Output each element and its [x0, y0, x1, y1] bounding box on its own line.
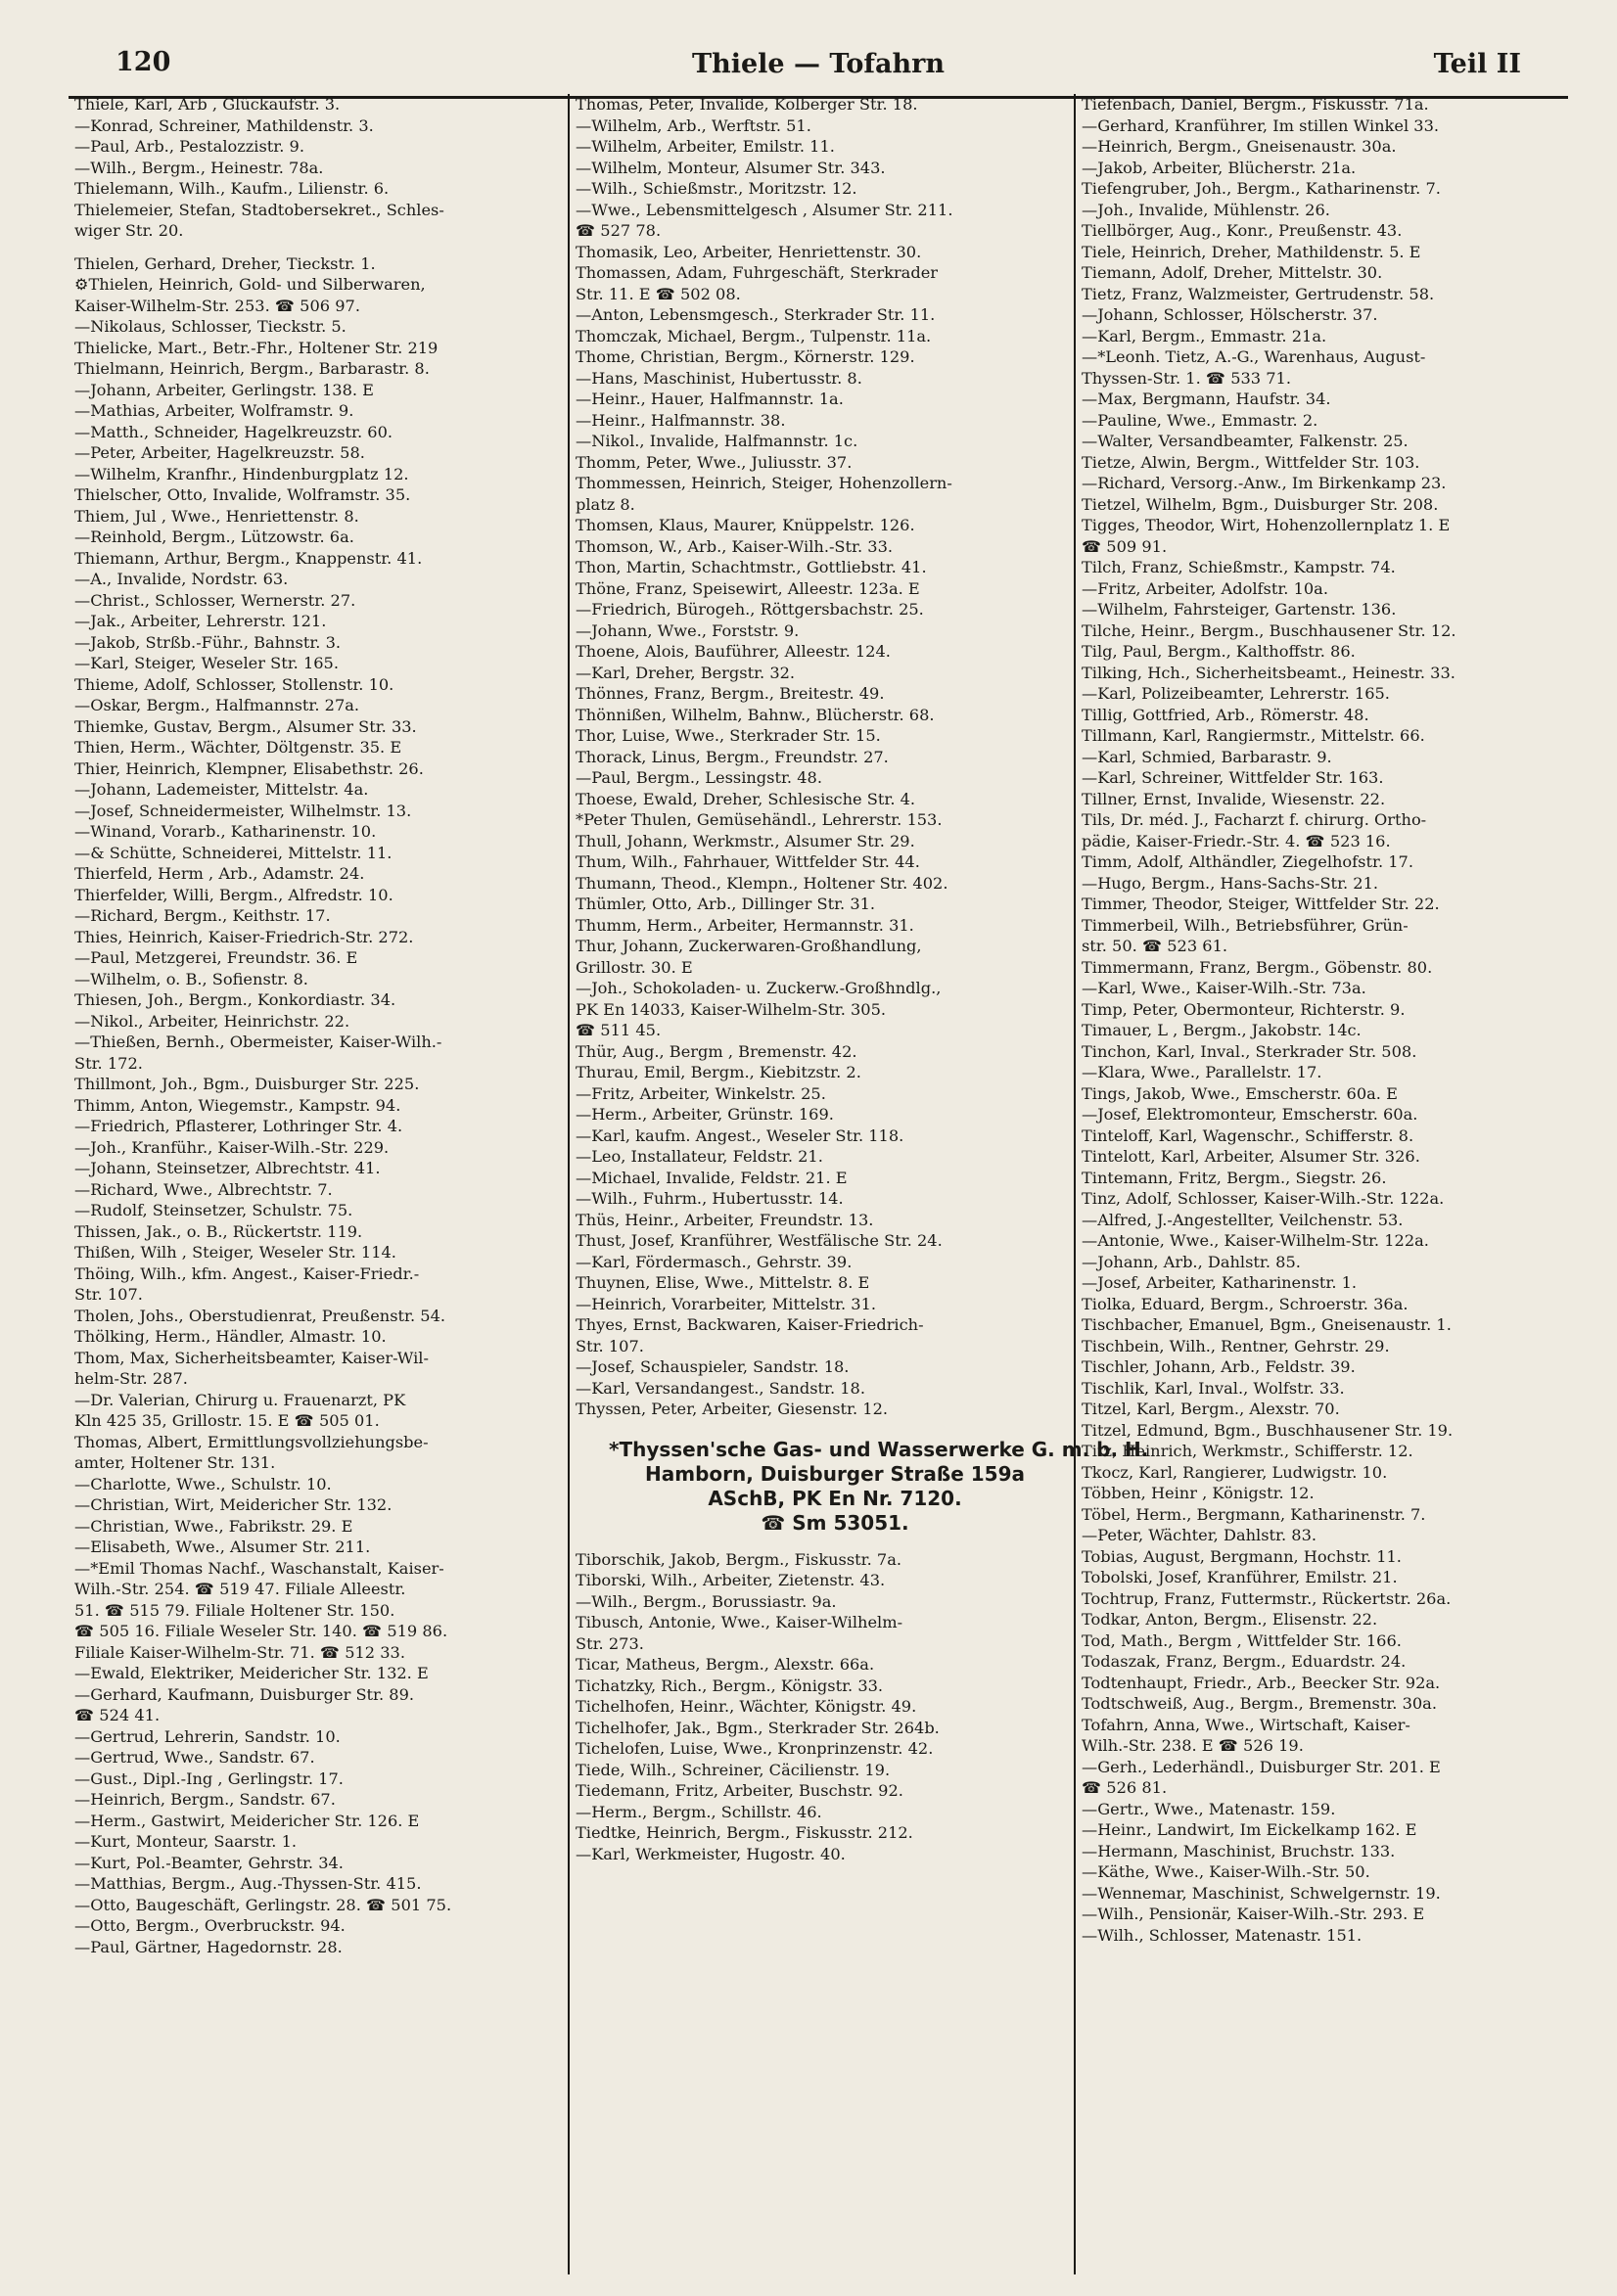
directory-entry: Tintelott, Karl, Arbeiter, Alsumer Str. 326. [1082, 1147, 1420, 1166]
directory-entry: —Heinr., Hauer, Halfmannstr. 1a. [576, 390, 844, 408]
directory-entry: Thissen, Jak., o. B., Rückertstr. 119. [74, 1221, 363, 1241]
directory-entry: Tischbein, Wilh., Rentner, Gehrstr. 29. [1082, 1336, 1390, 1355]
directory-entry: Thiem, Jul , Wwe., Henriettenstr. 8. [74, 506, 359, 526]
running-title: Thiele — Tofahrn [692, 49, 945, 79]
directory-entry: Thielmann, Heinrich, Bergm., Barbarastr. 8. [74, 359, 430, 378]
directory-entry: Titzel, Edmund, Bgm., Buschhausener Str. 19. [1082, 1420, 1454, 1440]
directory-entry: Thumann, Theod., Klempn., Holtener Str. 402. [576, 873, 948, 893]
directory-entry: —Gerhard, Kranführer, Im stillen Winkel 33. [1082, 115, 1440, 135]
column-1 [69, 94, 563, 2274]
directory-entry: Thielen, Gerhard, Dreher, Tieckstr. 1. [74, 253, 376, 273]
directory-entry: —Paul, Gärtner, Hagedornstr. 28. [74, 1937, 343, 1956]
directory-entry: Thiemke, Gustav, Bergm., Alsumer Str. 33. [74, 716, 417, 736]
entry-gap [69, 242, 563, 253]
directory-entry: —Wilh., Bergm., Borussiastr. 9a. [576, 1591, 837, 1611]
directory-entry: Thierfelder, Willi, Bergm., Alfredstr. 10. [74, 885, 393, 904]
directory-entry: Tings, Jakob, Wwe., Emscherstr. 60a. E [1082, 1083, 1398, 1103]
directory-entry: Tiborschik, Jakob, Bergm., Fiskusstr. 7a. [576, 1549, 902, 1569]
directory-entry: ☎ 511 45. [576, 1021, 662, 1039]
directory-entry: Thur, Johann, Zuckerwaren-Großhandlung, [576, 937, 922, 955]
directory-entry: Thöne, Franz, Speisewirt, Alleestr. 123a. E [576, 578, 920, 598]
directory-entry: —Josef, Arbeiter, Katharinenstr. 1. [1082, 1273, 1358, 1292]
directory-entry: Tochtrup, Franz, Futtermstr., Rückertstr. 26a. [1082, 1588, 1452, 1608]
directory-entry: —Hermann, Maschinist, Bruchstr. 133. [1082, 1841, 1396, 1860]
directory-entry: Kaiser-Wilhelm-Str. 253. ☎ 506 97. [74, 296, 360, 315]
directory-entry: Thies, Heinrich, Kaiser-Friedrich-Str. 272. [74, 927, 414, 946]
directory-entry: Thorack, Linus, Bergm., Freundstr. 27. [576, 747, 889, 766]
directory-entry: —Heinrich, Vorarbeiter, Mittelstr. 31. [576, 1294, 877, 1313]
directory-entry: —Josef, Elektromonteur, Emscherstr. 60a. [1082, 1105, 1418, 1124]
directory-entry: Thom, Max, Sicherheitsbeamter, Kaiser-Wil- [74, 1348, 429, 1367]
directory-entry: —Karl, Werkmeister, Hugostr. 40. [576, 1844, 846, 1863]
directory-entry: Str. 273. [576, 1633, 644, 1653]
directory-entry: —Gust., Dipl.-Ing , Gerlingstr. 17. [74, 1768, 344, 1788]
directory-entry: —Richard, Wwe., Albrechtstr. 7. [74, 1179, 333, 1199]
directory-entry: Tillmann, Karl, Rangiermstr., Mittelstr. 66. [1082, 726, 1425, 745]
directory-entry: —Reinhold, Bergm., Lützowstr. 6a. [74, 528, 354, 546]
directory-entry: —Antonie, Wwe., Kaiser-Wilhelm-Str. 122a. [1082, 1231, 1429, 1250]
directory-entry: Thiele, Karl, Arb , Glückaufstr. 3. [74, 95, 341, 114]
directory-entry: —Karl, Bergm., Emmastr. 21a. [1082, 326, 1327, 345]
directory-entry: Thomassen, Adam, Fuhrgeschäft, Sterkrader [576, 263, 939, 282]
directory-entry: Thier, Heinrich, Klempner, Elisabethstr. 26. [74, 758, 424, 778]
directory-entry: —Oskar, Bergm., Halfmannstr. 27a. [74, 696, 360, 714]
directory-entry: —Wilh., Schlosser, Matenastr. 151. [1082, 1925, 1363, 1945]
directory-entry: Tilch, Franz, Schießmstr., Kampstr. 74. [1082, 558, 1396, 576]
directory-entry: Tilking, Hch., Sicherheitsbeamt., Heinestr. 33. [1082, 663, 1455, 682]
directory-entry: Tobias, August, Bergmann, Hochstr. 11. [1082, 1546, 1402, 1566]
directory-entry: —Wilhelm, Fahrsteiger, Gartenstr. 136. [1082, 600, 1397, 619]
directory-entry: Thomas, Peter, Invalide, Kolberger Str. 18. [576, 95, 918, 114]
directory-entry: —Rudolf, Steinsetzer, Schulstr. 75. [74, 1201, 353, 1219]
directory-entry: —& Schütte, Schneiderei, Mittelstr. 11. [74, 843, 393, 862]
directory-entry: Thölking, Herm., Händler, Almastr. 10. [74, 1327, 387, 1346]
directory-entry: Tillig, Gottfried, Arb., Römerstr. 48. [1082, 705, 1369, 724]
directory-entry: Wilh.-Str. 254. ☎ 519 47. Filiale Alleestr. [74, 1580, 406, 1598]
directory-entry: Thumm, Herm., Arbeiter, Hermannstr. 31. [576, 915, 914, 935]
directory-entry: —Gerh., Lederhändl., Duisburger Str. 201. E [1082, 1757, 1441, 1776]
directory-entry: Tillner, Ernst, Invalide, Wiesenstr. 22. [1082, 789, 1386, 808]
directory-entry: —Friedrich, Bürogeh., Röttgersbachstr. 25. [576, 600, 924, 619]
directory-entry: —Joh., Kranführ., Kaiser-Wilh.-Str. 229. [74, 1137, 390, 1157]
directory-entry: Többen, Heinr , Königstr. 12. [1082, 1484, 1315, 1502]
directory-entry: —Konrad, Schreiner, Mathildenstr. 3. [74, 115, 374, 135]
directory-entry: Thull, Johann, Werkmstr., Alsumer Str. 29. [576, 831, 915, 850]
directory-entry: —Charlotte, Wwe., Schulstr. 10. [74, 1474, 332, 1493]
directory-entry: —Johann, Wwe., Forststr. 9. [576, 620, 800, 640]
directory-entry: amter, Holtener Str. 131. [74, 1453, 276, 1472]
directory-entry: str. 50. ☎ 523 61. [1082, 937, 1228, 955]
directory-entry: Thomm, Peter, Wwe., Juliusstr. 37. [576, 452, 853, 472]
directory-entry: —Nikol., Arbeiter, Heinrichstr. 22. [74, 1011, 350, 1031]
directory-entry: —A., Invalide, Nordstr. 63. [74, 570, 289, 588]
directory-entry: —Josef, Schauspieler, Sandstr. 18. [576, 1357, 850, 1376]
directory-entry: Thielemann, Wilh., Kaufm., Lilienstr. 6. [74, 179, 390, 198]
directory-entry: Thimm, Anton, Wiegemstr., Kampstr. 94. [74, 1095, 401, 1115]
directory-entry: —Johann, Lademeister, Mittelstr. 4a. [74, 780, 369, 799]
directory-entry: Todtenhaupt, Friedr., Arb., Beecker Str. 92a. [1082, 1673, 1441, 1692]
directory-entry: Tiemann, Adolf, Dreher, Mittelstr. 30. [1082, 263, 1383, 282]
directory-entry: —Richard, Versorg.-Anw., Im Birkenkamp 23. [1082, 474, 1447, 492]
directory-entry: Thielscher, Otto, Invalide, Wolframstr. 35. [74, 485, 411, 504]
directory-entry: —Jak., Arbeiter, Lehrerstr. 121. [74, 612, 327, 630]
directory-entry: Thoese, Ewald, Dreher, Schlesische Str. 4. [576, 789, 916, 808]
column-3 [1074, 94, 1568, 2274]
directory-entry: —Wilh., Fuhrm., Hubertusstr. 14. [576, 1189, 844, 1208]
directory-entry: Thöing, Wilh., kfm. Angest., Kaiser-Friedr.- [74, 1263, 420, 1283]
directory-entry: —Matth., Schneider, Hagelkreuzstr. 60. [74, 422, 393, 441]
directory-entry: —Peter, Arbeiter, Hagelkreuzstr. 58. [74, 443, 365, 462]
directory-entry: —Käthe, Wwe., Kaiser-Wilh.-Str. 50. [1082, 1862, 1370, 1881]
directory-entry: ☎ 509 91. [1082, 536, 1168, 556]
directory-entry: Titzel, Karl, Bergm., Alexstr. 70. [1082, 1400, 1340, 1418]
advertisement [609, 1437, 1149, 1536]
directory-entry: —Friedrich, Pflasterer, Lothringer Str. 4. [74, 1117, 403, 1135]
directory-entry: —Wilh., Bergm., Heinestr. 78a. [74, 158, 324, 177]
directory-entry: Tiefenbach, Daniel, Bergm., Fiskusstr. 71a. [1082, 95, 1429, 114]
ad-phone: ☎ Sm 53051. [761, 1510, 909, 1535]
directory-entry: Thuynen, Elise, Wwe., Mittelstr. 8. E [576, 1273, 870, 1292]
directory-entry: Tilg, Paul, Bergm., Kalthoffstr. 86. [1082, 642, 1356, 661]
directory-entry: Tinz, Adolf, Schlosser, Kaiser-Wilh.-Str. 122a. [1082, 1189, 1445, 1208]
directory-entry: —Pauline, Wwe., Emmastr. 2. [1082, 410, 1318, 430]
directory-entry: Timm, Adolf, Althändler, Ziegelhofstr. 17. [1082, 852, 1413, 871]
directory-entry: Tietzel, Wilhelm, Bgm., Duisburger Str. 208. [1082, 494, 1439, 514]
directory-entry: Todkar, Anton, Bergm., Elisenstr. 22. [1082, 1610, 1378, 1629]
directory-entry: ☎ 527 78. [576, 221, 662, 240]
directory-entry: Tkocz, Karl, Rangierer, Ludwigstr. 10. [1082, 1462, 1388, 1482]
directory-entry: —Herm., Bergm., Schillstr. 46. [576, 1802, 822, 1821]
directory-entry: —Wilhelm, Arb., Werftstr. 51. [576, 115, 811, 135]
directory-entry: —Matthias, Bergm., Aug.-Thyssen-Str. 415. [74, 1874, 422, 1893]
directory-entry: Tichatzky, Rich., Bergm., Königstr. 33. [576, 1676, 884, 1695]
directory-entry: Thommessen, Heinrich, Steiger, Hohenzollern- [576, 474, 952, 492]
directory-entry: —Leo, Installateur, Feldstr. 21. [576, 1147, 823, 1166]
directory-entry: —Wwe., Lebensmittelgesch , Alsumer Str. 211. [576, 200, 953, 219]
directory-entry: Todaszak, Franz, Bergm., Eduardstr. 24. [1082, 1652, 1407, 1671]
directory-entry: —Karl, Versandangest., Sandstr. 18. [576, 1378, 866, 1398]
directory-entry: Thomasik, Leo, Arbeiter, Henriettenstr. 30. [576, 242, 922, 261]
directory-entry: —Johann, Steinsetzer, Albrechtstr. 41. [74, 1159, 381, 1177]
directory-entry: ☎ 526 81. [1082, 1778, 1168, 1797]
directory-entry: Thomczak, Michael, Bergm., Tulpenstr. 11a. [576, 326, 932, 345]
directory-entry: —Herm., Arbeiter, Grünstr. 169. [576, 1105, 834, 1124]
directory-entry: —Wilhelm, Monteur, Alsumer Str. 343. [576, 158, 886, 177]
directory-entry: —Heinr., Halfmannstr. 38. [576, 410, 786, 430]
directory-entry: Thierfeld, Herm , Arb., Adamstr. 24. [74, 864, 365, 883]
ad-address: Hamborn, Duisburger Straße 159a [645, 1461, 1025, 1486]
page-header [69, 43, 1568, 99]
directory-entry: —Heinr., Landwirt, Im Eickelkamp 162. E [1082, 1820, 1417, 1839]
directory-entry: Tichelofen, Luise, Wwe., Kronprinzenstr. 42. [576, 1739, 934, 1758]
directory-entry: Timmermann, Franz, Bergm., Göbenstr. 80. [1082, 957, 1433, 977]
directory-entry: —Peter, Wächter, Dahlstr. 83. [1082, 1526, 1317, 1544]
directory-entry: Tintemann, Fritz, Bergm., Siegstr. 26. [1082, 1168, 1387, 1187]
directory-entry: —Paul, Arb., Pestalozzistr. 9. [74, 137, 304, 156]
directory-entry: —Hugo, Bergm., Hans-Sachs-Str. 21. [1082, 873, 1379, 893]
directory-entry: ☎ 505 16. Filiale Weseler Str. 140. ☎ 519 86. [74, 1622, 448, 1640]
directory-entry: Tholen, Johs., Oberstudienrat, Preußenstr. 54. [74, 1306, 446, 1325]
directory-entry: Thoene, Alois, Bauführer, Alleestr. 124. [576, 642, 891, 661]
directory-entry: Thor, Luise, Wwe., Sterkrader Str. 15. [576, 726, 881, 745]
directory-entry: —Michael, Invalide, Feldstr. 21. E [576, 1168, 848, 1187]
directory-entry: Tiedemann, Fritz, Arbeiter, Buschstr. 92. [576, 1781, 903, 1800]
directory-entry: —Karl, Steiger, Weseler Str. 165. [74, 654, 339, 672]
directory-entry: —Hans, Maschinist, Hubertusstr. 8. [576, 368, 862, 388]
directory-entry: Tigges, Theodor, Wirt, Hohenzollernplatz 1. E [1082, 516, 1451, 534]
directory-entry: Timmerbeil, Wilh., Betriebsführer, Grün- [1082, 915, 1409, 935]
directory-entry: —Josef, Schneidermeister, Wilhelmstr. 13. [74, 801, 412, 820]
directory-entry: Tiedtke, Heinrich, Bergm., Fiskusstr. 212. [576, 1823, 913, 1842]
directory-entry: —Wennemar, Maschinist, Schwelgernstr. 19. [1082, 1883, 1441, 1903]
directory-entry: —Dr. Valerian, Chirurg u. Frauenarzt, PK [74, 1390, 406, 1409]
directory-entry: —Otto, Bergm., Overbruckstr. 94. [74, 1916, 346, 1935]
directory-entry: Tichelhofen, Heinr., Wächter, Königstr. 49. [576, 1697, 917, 1716]
directory-entry: Tils, Dr. méd. J., Facharzt f. chirurg. Ortho- [1082, 810, 1427, 829]
columns [69, 94, 1566, 2274]
directory-entry: —Karl, Fördermasch., Gehrstr. 39. [576, 1252, 853, 1271]
directory-entry: —Mathias, Arbeiter, Wolframstr. 9. [74, 401, 354, 420]
column-2-entries-bottom [570, 1549, 1071, 1865]
directory-entry: —Joh., Invalide, Mühlenstr. 26. [1082, 200, 1330, 219]
directory-entry: Grillostr. 30. E [576, 957, 693, 977]
directory-entry: Thyssen, Peter, Arbeiter, Giesenstr. 12. [576, 1400, 889, 1418]
directory-entry: Tinteloff, Karl, Wagenschr., Schifferstr. 8. [1082, 1125, 1414, 1145]
directory-entry: Str. 11. E ☎ 502 08. [576, 284, 741, 303]
directory-entry: —Wilh., Pensionär, Kaiser-Wilh.-Str. 293. E [1082, 1905, 1425, 1923]
directory-entry: helm-Str. 287. [74, 1369, 188, 1388]
directory-entry: —Joh., Schokoladen- u. Zuckerw.-Großhndlg., [576, 979, 942, 997]
directory-entry: —Fritz, Arbeiter, Winkelstr. 25. [576, 1083, 826, 1103]
directory-entry: —Karl, Wwe., Kaiser-Wilh.-Str. 73a. [1082, 979, 1366, 997]
directory-entry: —Johann, Schlosser, Hölscherstr. 37. [1082, 305, 1378, 324]
directory-entry: pädie, Kaiser-Friedr.-Str. 4. ☎ 523 16. [1082, 831, 1391, 850]
directory-entry: Tinchon, Karl, Inval., Sterkrader Str. 508. [1082, 1041, 1417, 1061]
directory-entry: —Kurt, Pol.-Beamter, Gehrstr. 34. [74, 1853, 344, 1872]
directory-entry: Str. 172. [74, 1053, 143, 1073]
directory-entry: —Karl, kaufm. Angest., Weseler Str. 118. [576, 1125, 904, 1145]
directory-entry: *Peter Thulen, Gemüsehändl., Lehrerstr. 153. [576, 810, 943, 829]
directory-entry: Tischler, Johann, Arb., Feldstr. 39. [1082, 1357, 1356, 1376]
directory-entry: Tofahrn, Anna, Wwe., Wirtschaft, Kaiser- [1082, 1715, 1410, 1734]
directory-entry: Filiale Kaiser-Wilhelm-Str. 71. ☎ 512 33. [74, 1642, 405, 1662]
directory-entry: Ticar, Matheus, Bergm., Alexstr. 66a. [576, 1655, 875, 1674]
directory-entry: —Paul, Bergm., Lessingstr. 48. [576, 768, 822, 787]
directory-entry: Töbel, Herm., Bergmann, Katharinenstr. 7. [1082, 1504, 1426, 1524]
directory-entry: Thißen, Wilh , Steiger, Weseler Str. 114. [74, 1243, 396, 1262]
directory-entry: Tietz, Franz, Walzmeister, Gertrudenstr. 58. [1082, 284, 1435, 303]
directory-entry: —Max, Bergmann, Haufstr. 34. [1082, 390, 1331, 408]
directory-entry: Thyes, Ernst, Backwaren, Kaiser-Friedrich- [576, 1315, 924, 1334]
directory-entry: Tod, Math., Bergm , Wittfelder Str. 166. [1082, 1630, 1402, 1650]
directory-entry: Timmer, Theodor, Steiger, Wittfelder Str. 22. [1082, 895, 1440, 913]
directory-entry: Tilche, Heinr., Bergm., Buschhausener Str. 12. [1082, 620, 1456, 640]
directory-entry: Thielemeier, Stefan, Stadtobersekret., Schles- [74, 200, 444, 219]
directory-entry: Thönnes, Franz, Bergm., Breitestr. 49. [576, 684, 885, 703]
directory-entry: wiger Str. 20. [74, 221, 184, 240]
directory-entry: 51. ☎ 515 79. Filiale Holtener Str. 150. [74, 1600, 395, 1620]
directory-entry: —Alfred, J.-Angestellter, Veilchenstr. 53. [1082, 1210, 1404, 1229]
directory-entry: Thomson, W., Arb., Kaiser-Wilh.-Str. 33. [576, 536, 894, 556]
directory-entry: —Nikolaus, Schlosser, Tieckstr. 5. [74, 317, 346, 336]
directory-entry: —Winand, Vorarb., Katharinenstr. 10. [74, 822, 377, 841]
column-2-entries-top [570, 94, 1071, 1420]
directory-entry: platz 8. [576, 494, 635, 514]
directory-entry: —Jakob, Strßb.-Führ., Bahnstr. 3. [74, 632, 342, 652]
directory-entry: —Anton, Lebensmgesch., Sterkrader Str. 11. [576, 305, 936, 324]
ad-company-name: *Thyssen'sche Gas- und Wasserwerke G. m. b. H. [609, 1437, 1149, 1461]
directory-entry: Thiemann, Arthur, Bergm., Knappenstr. 41. [74, 548, 423, 568]
directory-entry: —Christ., Schlosser, Wernerstr. 27. [74, 590, 356, 610]
directory-entry: Thielicke, Mart., Betr.-Fhr., Holtener Str. 219 [74, 338, 439, 357]
directory-entry: —Kurt, Monteur, Saarstr. 1. [74, 1832, 298, 1851]
directory-entry: Tiefengruber, Joh., Bergm., Katharinenstr. 7. [1082, 179, 1441, 198]
directory-entry: Thome, Christian, Bergm., Körnerstr. 129. [576, 347, 915, 366]
directory-entry: Thiesen, Joh., Bergm., Konkordiastr. 34. [74, 990, 396, 1009]
directory-entry: Todtschweiß, Aug., Bergm., Bremenstr. 30a. [1082, 1694, 1437, 1713]
directory-entry: Thyssen-Str. 1. ☎ 533 71. [1082, 368, 1291, 388]
directory-entry: —Herm., Gastwirt, Meidericher Str. 126. E [74, 1811, 420, 1830]
directory-entry: —Walter, Versandbeamter, Falkenstr. 25. [1082, 432, 1409, 450]
directory-entry: —Wilhelm, Kranfhr., Hindenburgplatz 12. [74, 464, 409, 483]
directory-entry: Thien, Herm., Wächter, Döltgenstr. 35. E [74, 738, 402, 757]
page-number: 120 [116, 47, 171, 77]
directory-entry: —Fritz, Arbeiter, Adolfstr. 10a. [1082, 578, 1328, 598]
directory-entry: Tiele, Heinrich, Dreher, Mathildenstr. 5. E [1082, 242, 1421, 261]
directory-entry: —Wilhelm, Arbeiter, Emilstr. 11. [576, 137, 835, 156]
directory-entry: Tichelhofer, Jak., Bgm., Sterkrader Str. 264b. [576, 1718, 940, 1737]
directory-entry: Tibusch, Antonie, Wwe., Kaiser-Wilhelm- [576, 1613, 903, 1631]
directory-entry: Thon, Martin, Schachtmstr., Gottliebstr. 41. [576, 558, 927, 576]
directory-entry: Tiolka, Eduard, Bergm., Schroerstr. 36a. [1082, 1294, 1409, 1313]
directory-entry: —Elisabeth, Wwe., Alsumer Str. 211. [74, 1538, 371, 1556]
directory-entry: —Ewald, Elektriker, Meidericher Str. 132. E [74, 1664, 429, 1682]
directory-entry: —Christian, Wirt, Meidericher Str. 132. [74, 1495, 393, 1514]
directory-entry: —*Leonh. Tietz, A.-G., Warenhaus, August- [1082, 347, 1426, 366]
directory-entry: Wilh.-Str. 238. E ☎ 526 19. [1082, 1736, 1304, 1755]
directory-entry: Timp, Peter, Obermonteur, Richterstr. 9. [1082, 999, 1406, 1019]
directory-entry: —Paul, Metzgerei, Freundstr. 36. E [74, 948, 358, 967]
directory-entry: —Heinrich, Bergm., Gneisenaustr. 30a. [1082, 137, 1397, 156]
directory-entry: —Otto, Baugeschäft, Gerlingstr. 28. ☎ 501 75. [74, 1895, 452, 1914]
directory-entry: Tischbacher, Emanuel, Bgm., Gneisenaustr. 1. [1082, 1315, 1452, 1334]
directory-entry: —Wilh., Schießmstr., Moritzstr. 12. [576, 179, 857, 198]
directory-entry: —Gertr., Wwe., Matenastr. 159. [1082, 1799, 1336, 1818]
directory-entry: Thomsen, Klaus, Maurer, Knüppelstr. 126. [576, 516, 915, 534]
directory-entry: ⚙Thielen, Heinrich, Gold- und Silberwaren, [74, 275, 426, 294]
directory-entry: Kln 425 35, Grillostr. 15. E ☎ 505 01. [74, 1411, 380, 1430]
directory-entry: —Nikol., Invalide, Halfmannstr. 1c. [576, 432, 858, 450]
directory-entry: —Christian, Wwe., Fabrikstr. 29. E [74, 1516, 353, 1536]
directory-entry: Thönnißen, Wilhelm, Bahnw., Blücherstr. 68. [576, 705, 935, 724]
directory-entry: Tiellbörger, Aug., Konr., Preußenstr. 43. [1082, 221, 1403, 240]
directory-entry: —Wilhelm, o. B., Sofienstr. 8. [74, 969, 308, 988]
directory-entry: —Karl, Dreher, Bergstr. 32. [576, 663, 796, 682]
directory-entry: Thum, Wilh., Fahrhauer, Wittfelder Str. 44. [576, 852, 920, 871]
directory-entry: Timauer, L , Bergm., Jakobstr. 14c. [1082, 1021, 1362, 1039]
directory-entry: —Karl, Schmied, Barbarastr. 9. [1082, 747, 1332, 766]
directory-entry: —Klara, Wwe., Parallelstr. 17. [1082, 1063, 1322, 1081]
directory-entry: —Gertrud, Wwe., Sandstr. 67. [74, 1748, 315, 1767]
directory-entry: —*Emil Thomas Nachf., Waschanstalt, Kaiser- [74, 1558, 444, 1578]
directory-entry: Str. 107. [74, 1285, 143, 1304]
directory-entry: Thür, Aug., Bergm , Bremenstr. 42. [576, 1041, 857, 1061]
directory-entry: Tobolski, Josef, Kranführer, Emilstr. 21. [1082, 1568, 1398, 1586]
directory-entry: Thieme, Adolf, Schlosser, Stollenstr. 10. [74, 674, 394, 694]
directory-entry: Tischlik, Karl, Inval., Wolfstr. 33. [1082, 1378, 1345, 1398]
directory-entry: Titz, Heinrich, Werkmstr., Schifferstr. 12. [1082, 1442, 1413, 1460]
directory-entry: Thümler, Otto, Arb., Dillinger Str. 31. [576, 895, 876, 913]
directory-entry: —Richard, Bergm., Keithstr. 17. [74, 906, 331, 925]
directory-entry: —Karl, Polizeibeamter, Lehrerstr. 165. [1082, 684, 1390, 703]
directory-entry: PK En 14033, Kaiser-Wilhelm-Str. 305. [576, 999, 887, 1019]
directory-entry: Str. 107. [576, 1336, 644, 1355]
directory-entry: —Karl, Schreiner, Wittfelder Str. 163. [1082, 768, 1384, 787]
directory-entry: —Johann, Arb., Dahlstr. 85. [1082, 1252, 1301, 1271]
directory-entry: —Jakob, Arbeiter, Blücherstr. 21a. [1082, 158, 1357, 177]
directory-entry: —Johann, Arbeiter, Gerlingstr. 138. E [74, 380, 374, 399]
directory-entry: Thillmont, Joh., Bgm., Duisburger Str. 225. [74, 1075, 420, 1093]
directory-entry: Tietze, Alwin, Bergm., Wittfelder Str. 103. [1082, 452, 1420, 472]
directory-entry: Thurau, Emil, Bergm., Kiebitzstr. 2. [576, 1063, 861, 1081]
directory-entry: ☎ 524 41. [74, 1706, 161, 1724]
part-label: Teil II [1433, 49, 1521, 79]
directory-entry: Tiborski, Wilh., Arbeiter, Zietenstr. 43. [576, 1571, 886, 1589]
directory-entry: —Gerhard, Kaufmann, Duisburger Str. 89. [74, 1684, 415, 1704]
directory-entry: Thüs, Heinr., Arbeiter, Freundstr. 13. [576, 1210, 874, 1229]
ad-account: ASchB, PK En Nr. 7120. [708, 1486, 962, 1510]
directory-entry: —Thießen, Bernh., Obermeister, Kaiser-Wilh.- [74, 1033, 442, 1051]
directory-entry: Thust, Josef, Kranführer, Westfälische Str. 24. [576, 1231, 943, 1250]
directory-entry: —Gertrud, Lehrerin, Sandstr. 10. [74, 1726, 341, 1746]
directory-entry: Thomas, Albert, Ermittlungsvollziehungsbe- [74, 1432, 429, 1451]
directory-entry: Tiede, Wilh., Schreiner, Cäcilienstr. 19. [576, 1760, 891, 1779]
directory-entry: —Heinrich, Bergm., Sandstr. 67. [74, 1790, 336, 1809]
